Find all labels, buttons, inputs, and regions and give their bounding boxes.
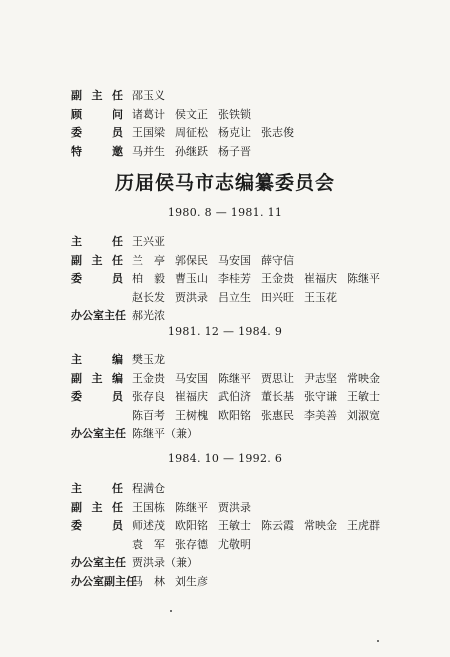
member-name: 王敏士 (347, 390, 380, 403)
member-name: 马 林 (132, 574, 165, 588)
member-names (132, 233, 175, 252)
role-label: 特 邀 (71, 144, 123, 158)
member-name: 郭保民 (175, 253, 208, 267)
member-names (132, 407, 390, 426)
member-name: 田兴旺 (261, 290, 294, 304)
member-row (0, 124, 450, 143)
role-label: 委 员 (71, 272, 123, 285)
member-name: 陈继平 (175, 500, 208, 514)
member-name: 王金贵 (261, 272, 294, 285)
term-period: 1984. 10 — 1992. 6 (167, 452, 283, 465)
member-name: 张存良 (132, 390, 165, 403)
term-section (0, 351, 450, 444)
member-names (132, 425, 198, 444)
member-name: 樊玉龙 (132, 353, 165, 366)
member-name: 邵玉义 (132, 89, 165, 102)
member-names (132, 106, 261, 125)
member-row (0, 573, 450, 592)
member-names (132, 554, 198, 573)
member-name: 王兴亚 (132, 235, 165, 248)
member-names (132, 307, 175, 326)
member-name: 赵长发 (132, 290, 165, 304)
member-row (0, 517, 450, 536)
member-name: 董长基 (261, 390, 294, 403)
member-name: 常映金 (304, 519, 337, 532)
member-name: 马安国 (175, 371, 208, 385)
member-names (132, 370, 390, 389)
member-name: 薛守信 (261, 253, 294, 267)
member-name: 张志俊 (261, 126, 294, 139)
member-name: 尹志坚 (304, 371, 337, 385)
page-speck (170, 610, 172, 612)
member-names (132, 351, 175, 370)
role-label: 委 员 (71, 126, 123, 139)
role-label: 办公室主任 (71, 556, 126, 569)
role-label: 顾 问 (71, 107, 123, 121)
member-name: 王树槐 (175, 408, 208, 422)
member-names (132, 480, 175, 499)
member-name: 兰 亭 (132, 253, 165, 267)
member-name: 贾洪录 (218, 500, 251, 514)
member-name: 欧阳铭 (218, 408, 251, 422)
member-row (0, 480, 450, 499)
member-name: 武伯济 (218, 390, 251, 403)
member-name: 陈继平（兼） (132, 427, 198, 440)
member-names (132, 87, 175, 106)
role-label: 主 任 (71, 482, 123, 495)
member-name: 王敏士 (218, 519, 251, 532)
role-label: 副 主 编 (71, 371, 123, 385)
member-name: 王玉花 (304, 290, 337, 304)
member-names (132, 252, 304, 271)
member-name: 吕立生 (218, 290, 251, 304)
member-row (0, 499, 450, 518)
member-name: 贾洪录（兼） (132, 556, 198, 569)
member-row (0, 87, 450, 106)
member-row (0, 307, 450, 326)
member-names (132, 517, 390, 536)
member-name: 欧阳铭 (175, 519, 208, 532)
term-period: 1980. 8 — 1981. 11 (167, 206, 283, 219)
member-name: 刘生彦 (175, 574, 208, 588)
member-row (0, 370, 450, 389)
member-names (132, 388, 390, 407)
member-names (132, 573, 218, 592)
member-name: 郝光浓 (132, 309, 165, 322)
member-names (132, 270, 390, 289)
member-row (0, 425, 450, 444)
member-name: 侯文正 (175, 107, 208, 121)
member-row (0, 388, 450, 407)
member-name: 程满仓 (132, 482, 165, 495)
member-names (132, 289, 347, 308)
member-name: 刘淑宽 (347, 408, 380, 422)
member-name: 杨子晋 (218, 144, 251, 158)
member-name: 常映金 (347, 371, 380, 385)
term-period: 1981. 12 — 1984. 9 (167, 325, 283, 338)
member-row (0, 233, 450, 252)
role-label: 办公室主任 (71, 309, 126, 322)
member-name: 崔福庆 (304, 272, 337, 285)
role-label: 委 员 (71, 519, 123, 532)
role-label: 副 主 任 (71, 253, 123, 267)
member-names (132, 536, 261, 555)
role-label: 委 员 (71, 390, 123, 403)
member-names (132, 124, 304, 143)
member-name: 师述茂 (132, 519, 165, 532)
member-name: 周征松 (175, 126, 208, 139)
member-name: 李桂芳 (218, 272, 251, 285)
member-name: 尤敬明 (218, 537, 251, 551)
role-label: 办公室主任 (71, 427, 126, 440)
member-name: 张存德 (175, 537, 208, 551)
page-heading: 历届侯马市志编纂委员会 (114, 172, 335, 194)
page-speck (377, 640, 379, 642)
member-name: 马安国 (218, 253, 251, 267)
member-name: 王金贵 (132, 371, 165, 385)
member-row (0, 252, 450, 271)
member-name: 陈百考 (132, 408, 165, 422)
term-section (0, 233, 450, 326)
member-name: 崔福庆 (175, 390, 208, 403)
member-row (0, 270, 450, 289)
member-name: 李美善 (304, 408, 337, 422)
member-names (132, 499, 261, 518)
member-row (0, 407, 450, 426)
member-name: 诸葛计 (132, 107, 165, 121)
term-section (0, 480, 450, 591)
member-row (0, 554, 450, 573)
current-committee-section (0, 87, 450, 161)
member-name: 马并生 (132, 144, 165, 158)
member-row (0, 106, 450, 125)
member-name: 王国梁 (132, 126, 165, 139)
member-row (0, 289, 450, 308)
member-name: 陈云霞 (261, 519, 294, 532)
member-row (0, 536, 450, 555)
member-name: 王国栋 (132, 500, 165, 514)
role-label: 主 任 (71, 235, 123, 248)
member-name: 张守谦 (304, 390, 337, 403)
member-name: 贾洪录 (175, 290, 208, 304)
member-name: 柏 毅 (132, 272, 165, 285)
member-name: 孙继跃 (175, 144, 208, 158)
member-names (132, 143, 261, 162)
member-name: 陈继平 (347, 272, 380, 285)
member-name: 贾思让 (261, 371, 294, 385)
member-name: 张铁锁 (218, 107, 251, 121)
member-name: 曹玉山 (175, 272, 208, 285)
member-row (0, 351, 450, 370)
role-label: 副 主 任 (71, 89, 123, 102)
member-name: 王虎群 (347, 519, 380, 532)
member-row (0, 143, 450, 162)
member-name: 杨克让 (218, 126, 251, 139)
role-label: 办公室副主任 (71, 574, 137, 588)
role-label: 副 主 任 (71, 500, 123, 514)
member-name: 陈继平 (218, 371, 251, 385)
member-name: 袁 军 (132, 537, 165, 551)
member-name: 张惠民 (261, 408, 294, 422)
role-label: 主 编 (71, 353, 123, 366)
